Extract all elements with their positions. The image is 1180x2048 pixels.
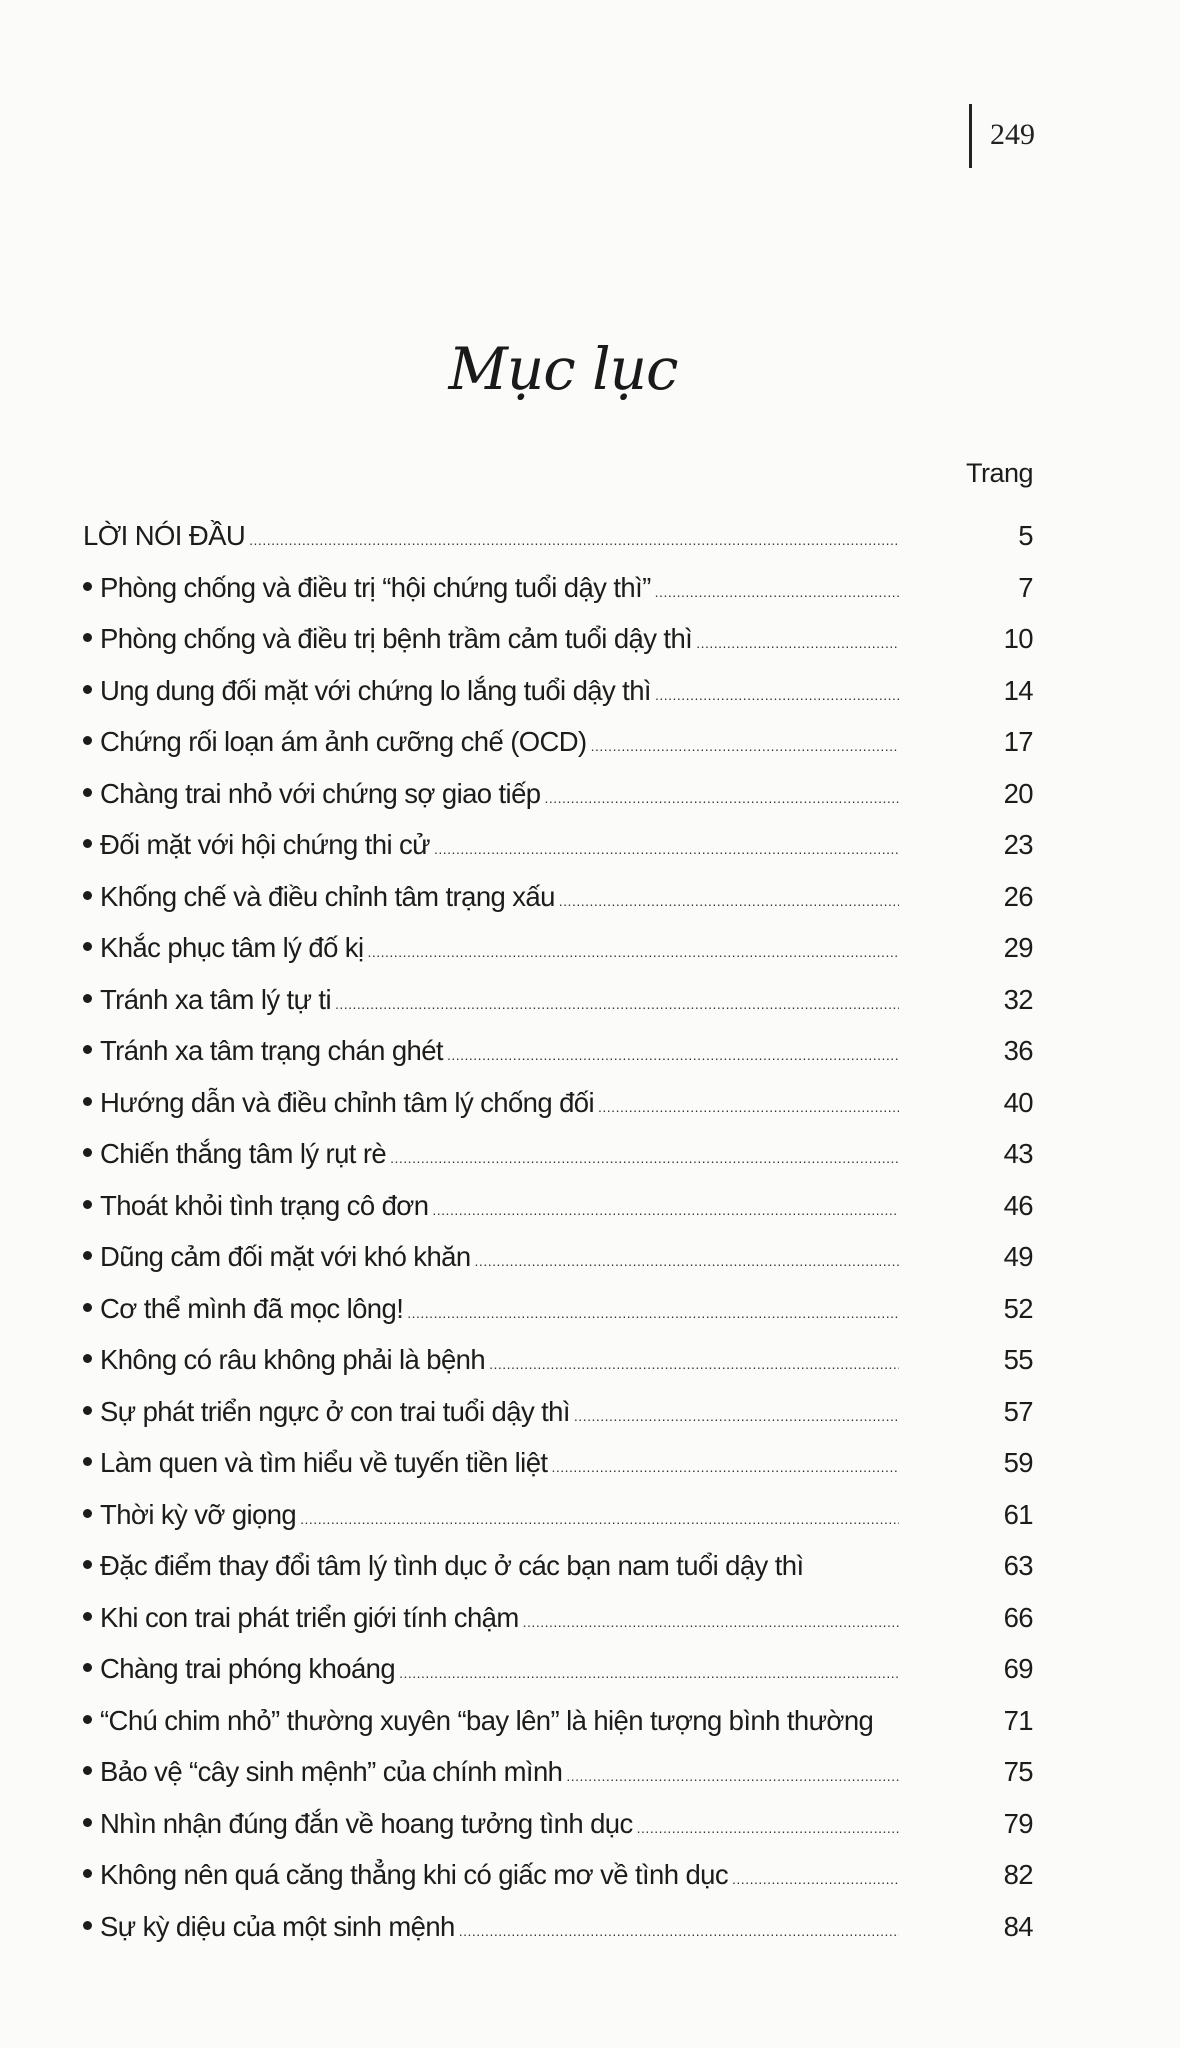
toc-entry-title (83, 572, 651, 604)
toc-entry-title (83, 1808, 633, 1840)
toc-entry-page: 66 (1003, 1601, 1033, 1633)
bullet-icon (83, 1045, 92, 1054)
toc-entry[interactable] (83, 1447, 1033, 1499)
toc-entry-page: 17 (1003, 726, 1033, 757)
toc-entry-page: 40 (1003, 1086, 1033, 1118)
bullet-icon (83, 788, 92, 797)
toc-entry[interactable] (83, 829, 1033, 881)
toc-entry-page: 26 (1003, 880, 1033, 912)
toc-entry-label: “Chú chim nhỏ” thường xuyên “bay lên” là hiện tượng bình thường (100, 1704, 874, 1736)
toc-entry-page: 7 (1018, 571, 1033, 603)
toc-entry-title (83, 1499, 296, 1531)
toc-entry-title (83, 1550, 804, 1582)
toc-entry[interactable] (83, 1550, 1033, 1602)
toc-entry-label: Không có râu không phải là bệnh (100, 1344, 486, 1375)
toc-entry-title (83, 1293, 403, 1325)
bullet-icon (83, 1097, 92, 1106)
bullet-icon (83, 891, 92, 900)
toc-entry-label: Thời kỳ vỡ giọng (100, 1498, 297, 1530)
toc-entry-label: Tránh xa tâm trạng chán ghét (100, 1035, 443, 1066)
bullet-icon (83, 1869, 92, 1878)
toc-entry-label: LỜI NÓI ĐẦU (83, 520, 246, 551)
dot-leader (249, 532, 899, 548)
toc-entry-label: Thoát khỏi tình trạng cô đơn (100, 1189, 429, 1221)
dot-leader (574, 1408, 899, 1424)
toc-entry-page: 59 (1003, 1447, 1033, 1478)
bullet-icon (83, 1457, 92, 1466)
bullet-icon (83, 1818, 92, 1827)
toc-entry-label: Sự kỳ diệu của một sinh mệnh (100, 1910, 455, 1942)
toc-entry-page: 79 (1003, 1807, 1033, 1839)
bullet-icon (83, 994, 92, 1003)
dot-leader (489, 1356, 899, 1372)
toc-entry-title (83, 1087, 594, 1119)
toc-entry-page: 10 (1003, 623, 1033, 654)
toc-entry[interactable] (83, 1499, 1033, 1551)
toc-entry-label: Hướng dẫn và điều chỉnh tâm lý chống đối (100, 1086, 595, 1118)
dot-leader (407, 1305, 899, 1321)
bullet-icon (83, 1560, 92, 1569)
dot-leader (367, 944, 899, 960)
dot-leader (591, 738, 899, 754)
toc-entry-title (83, 1602, 519, 1634)
toc-entry-page: 55 (1003, 1344, 1033, 1375)
toc-entry-title (83, 1138, 386, 1170)
toc-entry-title (83, 1756, 562, 1788)
toc-entry-page: 49 (1003, 1241, 1033, 1272)
toc-entry-label: Khống chế và điều chỉnh tâm trạng xấu (100, 880, 555, 912)
table-of-contents (83, 520, 1033, 1962)
toc-entry-label: Khắc phục tâm lý đố kị (100, 932, 364, 963)
dot-leader (544, 790, 899, 806)
page-number: 249 (990, 118, 1035, 151)
toc-entry[interactable] (83, 726, 1033, 778)
toc-entry-page: 32 (1003, 983, 1033, 1015)
toc-entry-page: 75 (1003, 1756, 1033, 1787)
toc-entry-title (83, 932, 363, 964)
toc-entry[interactable] (83, 1087, 1033, 1139)
toc-entry-title (83, 984, 331, 1016)
bullet-icon (83, 1303, 92, 1312)
toc-entry-page: 82 (1003, 1859, 1033, 1890)
dot-leader (300, 1511, 899, 1527)
toc-entry[interactable] (83, 1293, 1033, 1345)
toc-entry[interactable] (83, 1138, 1033, 1190)
toc-entry-title (83, 1653, 395, 1685)
toc-entry-label: Cơ thể mình đã mọc lông! (100, 1292, 404, 1324)
dot-leader (559, 893, 899, 909)
toc-entry-page: 5 (1018, 520, 1033, 551)
toc-entry-label: Chàng trai phóng khoáng (100, 1653, 396, 1684)
dot-leader (655, 584, 899, 600)
toc-entry[interactable] (83, 623, 1033, 675)
toc-entry-label: Phòng chống và điều trị “hội chứng tuổi dậy thì” (100, 571, 651, 603)
toc-entry-title (83, 1241, 471, 1273)
bullet-icon (83, 1663, 92, 1672)
toc-entry-title (83, 1911, 455, 1943)
bullet-icon (83, 942, 92, 951)
toc-entry[interactable] (83, 778, 1033, 830)
toc-entry-page: 69 (1003, 1653, 1033, 1684)
bullet-icon (83, 1612, 92, 1621)
page-column-header: Trang (966, 458, 1034, 488)
toc-entry[interactable] (83, 1705, 1033, 1757)
dot-leader (566, 1768, 899, 1784)
bullet-icon (83, 839, 92, 848)
dot-leader (475, 1253, 899, 1269)
toc-entry-label: Phòng chống và điều trị bệnh trầm cảm tuổi dậy thì (100, 623, 693, 654)
toc-entry-label: Đối mặt với hội chứng thi cử (100, 829, 430, 860)
dot-leader (637, 1820, 899, 1836)
toc-entry-label: Bảo vệ “cây sinh mệnh” của chính mình (100, 1756, 563, 1787)
dot-leader (434, 841, 899, 857)
toc-entry-label: Làm quen và tìm hiểu về tuyến tiền liệt (100, 1447, 548, 1478)
bullet-icon (83, 1251, 92, 1260)
toc-entry[interactable] (83, 1602, 1033, 1654)
toc-entry[interactable] (83, 675, 1033, 727)
bullet-icon (83, 1354, 92, 1363)
bullet-icon (83, 1715, 92, 1724)
toc-entry-title (83, 1190, 428, 1222)
bullet-icon (83, 736, 92, 745)
toc-entry[interactable] (83, 1190, 1033, 1242)
toc-entry-label: Sự phát triển ngực ở con trai tuổi dậy thì (100, 1395, 570, 1427)
bullet-icon (83, 1148, 92, 1157)
toc-entry-label: Không nên quá căng thẳng khi có giấc mơ về tình dục (100, 1859, 729, 1890)
dot-leader (447, 1047, 899, 1063)
toc-entry[interactable] (83, 932, 1033, 984)
toc-entry-label: Chứng rối loạn ám ảnh cưỡng chế (OCD) (100, 726, 587, 757)
toc-entry[interactable] (83, 1241, 1033, 1293)
toc-entry-title (83, 1447, 547, 1479)
toc-entry-label: Nhìn nhận đúng đắn về hoang tưởng tình dục (100, 1807, 633, 1839)
bullet-icon (83, 1921, 92, 1930)
bullet-icon (83, 685, 92, 694)
toc-entry-label: Chàng trai nhỏ với chứng sợ giao tiếp (100, 777, 541, 809)
toc-entry-page: 20 (1003, 777, 1033, 809)
toc-entry-page: 43 (1003, 1138, 1033, 1169)
toc-entry-title (83, 675, 651, 707)
toc-entry-page: 57 (1003, 1395, 1033, 1427)
toc-entry-title (83, 778, 540, 810)
dot-leader (390, 1150, 899, 1166)
bullet-icon (83, 1406, 92, 1415)
toc-entry[interactable] (83, 1808, 1033, 1860)
toc-entry[interactable] (83, 1653, 1033, 1705)
toc-entry-page: 61 (1003, 1498, 1033, 1530)
toc-entry-page: 71 (1003, 1704, 1033, 1736)
toc-entry-title (83, 829, 430, 861)
header-rule (969, 104, 972, 168)
toc-entry-label: Chiến thắng tâm lý rụt rè (100, 1138, 387, 1169)
toc-entry-label: Đặc điểm thay đổi tâm lý tình dục ở các bạn nam tuổi dậy thì (100, 1550, 804, 1581)
dot-leader (696, 635, 899, 651)
toc-entry[interactable] (83, 520, 1033, 572)
toc-entry-page: 23 (1003, 829, 1033, 860)
toc-entry-label: Dũng cảm đối mặt với khó khăn (100, 1241, 471, 1272)
bullet-icon (83, 1509, 92, 1518)
dot-leader (598, 1099, 899, 1115)
toc-entry-page: 63 (1003, 1550, 1033, 1581)
toc-entry[interactable] (83, 1911, 1033, 1963)
toc-entry-page: 29 (1003, 932, 1033, 963)
toc-entry-label: Ung dung đối mặt với chứng lo lắng tuổi dậy thì (100, 674, 651, 706)
toc-entry-title (83, 520, 245, 552)
toc-entry-label: Khi con trai phát triển giới tính chậm (100, 1601, 519, 1633)
toc-entry[interactable] (83, 881, 1033, 933)
dot-leader (523, 1614, 899, 1630)
toc-entry[interactable] (83, 1396, 1033, 1448)
toc-entry[interactable] (83, 572, 1033, 624)
dot-leader (459, 1923, 899, 1939)
toc-entry-title (83, 1035, 443, 1067)
toc-entry-page: 46 (1003, 1189, 1033, 1221)
bullet-icon (83, 633, 92, 642)
bullet-icon (83, 1766, 92, 1775)
toc-entry[interactable] (83, 1035, 1033, 1087)
toc-entry[interactable] (83, 1344, 1033, 1396)
toc-entry-title (83, 1396, 570, 1428)
dot-leader (432, 1202, 899, 1218)
dot-leader (551, 1459, 899, 1475)
toc-entry[interactable] (83, 1756, 1033, 1808)
toc-entry[interactable] (83, 1859, 1033, 1911)
bullet-icon (83, 582, 92, 591)
toc-entry-title (83, 726, 587, 758)
toc-entry-title (83, 623, 692, 655)
toc-entry-title (83, 1705, 873, 1737)
toc-entry-page: 52 (1003, 1292, 1033, 1324)
dot-leader (399, 1665, 899, 1681)
dot-leader (335, 996, 899, 1012)
toc-entry-title (83, 1344, 485, 1376)
toc-entry-title (83, 1859, 728, 1891)
dot-leader (655, 687, 899, 703)
toc-entry-page: 14 (1003, 674, 1033, 706)
toc-entry-page: 36 (1003, 1035, 1033, 1066)
toc-entry[interactable] (83, 984, 1033, 1036)
dot-leader (732, 1871, 899, 1887)
bullet-icon (83, 1200, 92, 1209)
toc-entry-title (83, 881, 555, 913)
page-title: Mục lục (448, 335, 678, 403)
toc-entry-page: 84 (1003, 1910, 1033, 1942)
toc-entry-label: Tránh xa tâm lý tự ti (100, 983, 331, 1015)
